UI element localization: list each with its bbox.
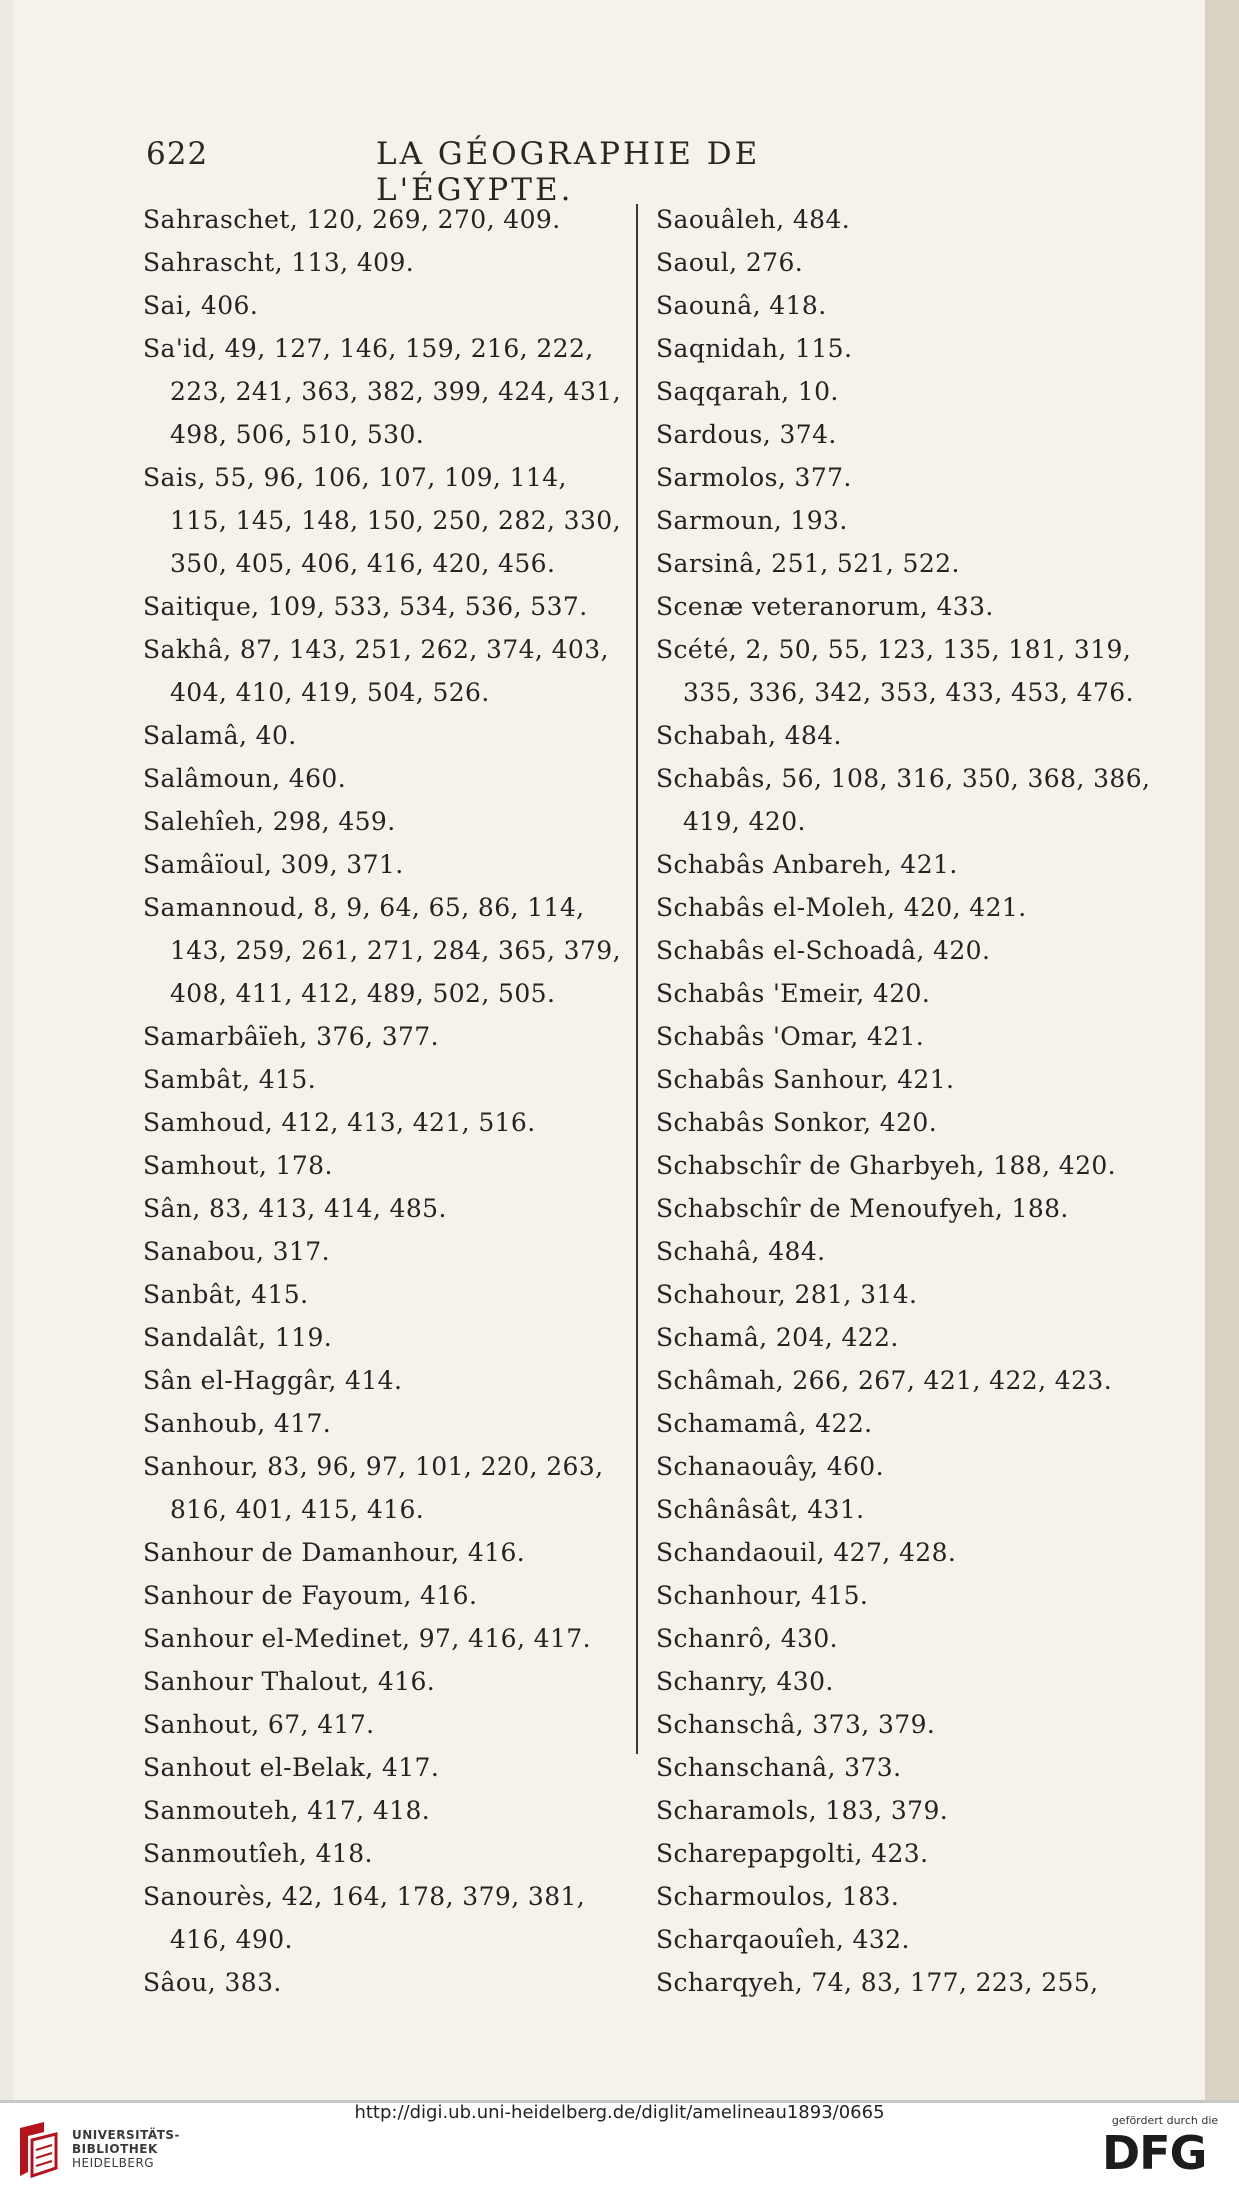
- index-entry: Schabschîr de Gharbyeh, 188, 420.: [656, 1151, 1117, 1180]
- index-entry-continuation: 816, 401, 415, 416.: [170, 1495, 425, 1524]
- index-entry: Sardous, 374.: [656, 420, 837, 449]
- index-entry: Sanabou, 317.: [143, 1237, 330, 1266]
- index-entry: Sanhout el-Belak, 417.: [143, 1753, 440, 1782]
- index-entry: Samhoud, 412, 413, 421, 516.: [143, 1108, 536, 1137]
- index-entry: Sanhour Thalout, 416.: [143, 1667, 436, 1696]
- index-entry: Sais, 55, 96, 106, 107, 109, 114,: [143, 463, 567, 492]
- index-entry-continuation: 350, 405, 406, 416, 420, 456.: [170, 549, 556, 578]
- index-entry: Sanourès, 42, 164, 178, 379, 381,: [143, 1882, 586, 1911]
- index-entry: Sanmouteh, 417, 418.: [143, 1796, 431, 1825]
- index-entry: Sanhour, 83, 96, 97, 101, 220, 263,: [143, 1452, 604, 1481]
- index-entry: Saqqarah, 10.: [656, 377, 839, 406]
- index-entry: Schabschîr de Menoufyeh, 188.: [656, 1194, 1069, 1223]
- index-entry: Sarmolos, 377.: [656, 463, 852, 492]
- index-entry: Samâïoul, 309, 371.: [143, 850, 404, 879]
- index-entry-continuation: 404, 410, 419, 504, 526.: [170, 678, 490, 707]
- index-entry: Salehîeh, 298, 459.: [143, 807, 396, 836]
- index-entry: Sandalât, 119.: [143, 1323, 333, 1352]
- index-entry: Schanry, 430.: [656, 1667, 834, 1696]
- index-entry: Salamâ, 40.: [143, 721, 297, 750]
- index-entry: Schanschâ, 373, 379.: [656, 1710, 936, 1739]
- index-column-right: [656, 198, 1196, 2004]
- index-entry: Schabâs Sonkor, 420.: [656, 1108, 938, 1137]
- index-entry: Schabâs, 56, 108, 316, 350, 368, 386,: [656, 764, 1151, 793]
- page-header: [146, 136, 906, 208]
- index-entry-continuation: 498, 506, 510, 530.: [170, 420, 425, 449]
- index-entry: Sarmoun, 193.: [656, 506, 848, 535]
- index-entry: Sambât, 415.: [143, 1065, 317, 1094]
- index-entry: Schabah, 484.: [656, 721, 842, 750]
- index-entry-continuation: 335, 336, 342, 353, 433, 453, 476.: [683, 678, 1134, 707]
- index-entry: Sakhâ, 87, 143, 251, 262, 374, 403,: [143, 635, 609, 664]
- index-entry: Saoul, 276.: [656, 248, 804, 277]
- viewer-footer: [0, 2100, 1239, 2195]
- library-name-line-2: BIBLIOTHEK: [72, 2142, 158, 2156]
- library-name-line-3: HEIDELBERG: [72, 2156, 155, 2170]
- index-entry: Scharqaouîeh, 432.: [656, 1925, 910, 1954]
- index-entry: Sân, 83, 413, 414, 485.: [143, 1194, 447, 1223]
- index-entry: Schânâsât, 431.: [656, 1495, 865, 1524]
- index-entry: Sai, 406.: [143, 291, 259, 320]
- facing-page-edge: [1205, 0, 1239, 2100]
- column-divider: [636, 204, 638, 1754]
- index-entry: Samhout, 178.: [143, 1151, 333, 1180]
- index-entry: Scharepapgolti, 423.: [656, 1839, 929, 1868]
- index-entry: Schamamâ, 422.: [656, 1409, 873, 1438]
- index-entry: Sanbât, 415.: [143, 1280, 309, 1309]
- index-entry: Scharqyeh, 74, 83, 177, 223, 255,: [656, 1968, 1099, 1997]
- index-entry: Schandaouil, 427, 428.: [656, 1538, 957, 1567]
- index-entry: Scenæ veteranorum, 433.: [656, 592, 994, 621]
- index-entry: Schabâs 'Omar, 421.: [656, 1022, 925, 1051]
- index-entry: Salâmoun, 460.: [143, 764, 347, 793]
- index-entry: Sanhour el-Medinet, 97, 416, 417.: [143, 1624, 591, 1653]
- index-entry: Schâmah, 266, 267, 421, 422, 423.: [656, 1366, 1113, 1395]
- index-entry: Schabâs el-Schoadâ, 420.: [656, 936, 991, 965]
- funding-note: gefördert durch die: [1111, 2114, 1219, 2127]
- index-entry-continuation: 416, 490.: [170, 1925, 293, 1954]
- index-entry: Samannoud, 8, 9, 64, 65, 86, 114,: [143, 893, 585, 922]
- index-entry: Schanaouây, 460.: [656, 1452, 884, 1481]
- index-entry-continuation: 143, 259, 261, 271, 284, 365, 379,: [170, 936, 621, 965]
- index-entry: Samarbâïeh, 376, 377.: [143, 1022, 439, 1051]
- index-entry: Schanhour, 415.: [656, 1581, 869, 1610]
- index-entry: Schabâs el-Moleh, 420, 421.: [656, 893, 1027, 922]
- index-entry: Sanhour de Fayoum, 416.: [143, 1581, 478, 1610]
- library-name-line-1: UNIVERSITÄTS-: [72, 2128, 181, 2142]
- index-entry: Sâou, 383.: [143, 1968, 282, 1997]
- dfg-logo[interactable]: DFG: [1102, 2126, 1207, 2180]
- index-entry: Schabâs Anbareh, 421.: [656, 850, 958, 879]
- index-entry: Saitique, 109, 533, 534, 536, 537.: [143, 592, 588, 621]
- index-entry: Schahâ, 484.: [656, 1237, 826, 1266]
- index-entry: Scharamols, 183, 379.: [656, 1796, 949, 1825]
- index-entry: Sanhout, 67, 417.: [143, 1710, 375, 1739]
- index-entry: Saounâ, 418.: [656, 291, 827, 320]
- index-entry: Schabâs 'Emeir, 420.: [656, 979, 931, 1008]
- running-title: LA GÉOGRAPHIE DE L'ÉGYPTE.: [376, 136, 761, 208]
- index-entry: Sanhour de Damanhour, 416.: [143, 1538, 526, 1567]
- index-entry: Sarsinâ, 251, 521, 522.: [656, 549, 960, 578]
- index-entry: Sahraschet, 120, 269, 270, 409.: [143, 205, 561, 234]
- index-entry: Sanhoub, 417.: [143, 1409, 332, 1438]
- index-entry: Saouâleh, 484.: [656, 205, 851, 234]
- index-column-left: [143, 198, 623, 2004]
- index-entry: Sân el-Haggâr, 414.: [143, 1366, 403, 1395]
- index-entry: Saqnidah, 115.: [656, 334, 853, 363]
- index-entry: Sa'id, 49, 127, 146, 159, 216, 222,: [143, 334, 594, 363]
- library-name[interactable]: [72, 2128, 180, 2170]
- index-entry: Sahrascht, 113, 409.: [143, 248, 415, 277]
- index-entry-continuation: 115, 145, 148, 150, 250, 282, 330,: [170, 506, 621, 535]
- page-number: 622: [146, 136, 209, 172]
- index-entry-continuation: 223, 241, 363, 382, 399, 424, 431,: [170, 377, 621, 406]
- index-entry: Schahour, 281, 314.: [656, 1280, 918, 1309]
- index-entry: Schanschanâ, 373.: [656, 1753, 902, 1782]
- index-entry: Schabâs Sanhour, 421.: [656, 1065, 955, 1094]
- index-entry: Scharmoulos, 183.: [656, 1882, 900, 1911]
- library-logo-icon[interactable]: [14, 2120, 64, 2182]
- permalink-url[interactable]: http://digi.ub.uni-heidelberg.de/diglit/amelineau1893/0665: [354, 2102, 885, 2123]
- index-entry: Sanmoutîeh, 418.: [143, 1839, 373, 1868]
- index-entry: Scété, 2, 50, 55, 123, 135, 181, 319,: [656, 635, 1132, 664]
- index-entry: Schanrô, 430.: [656, 1624, 838, 1653]
- index-entry: Schamâ, 204, 422.: [656, 1323, 899, 1352]
- index-entry-continuation: 408, 411, 412, 489, 502, 505.: [170, 979, 556, 1008]
- index-entry-continuation: 419, 420.: [683, 807, 806, 836]
